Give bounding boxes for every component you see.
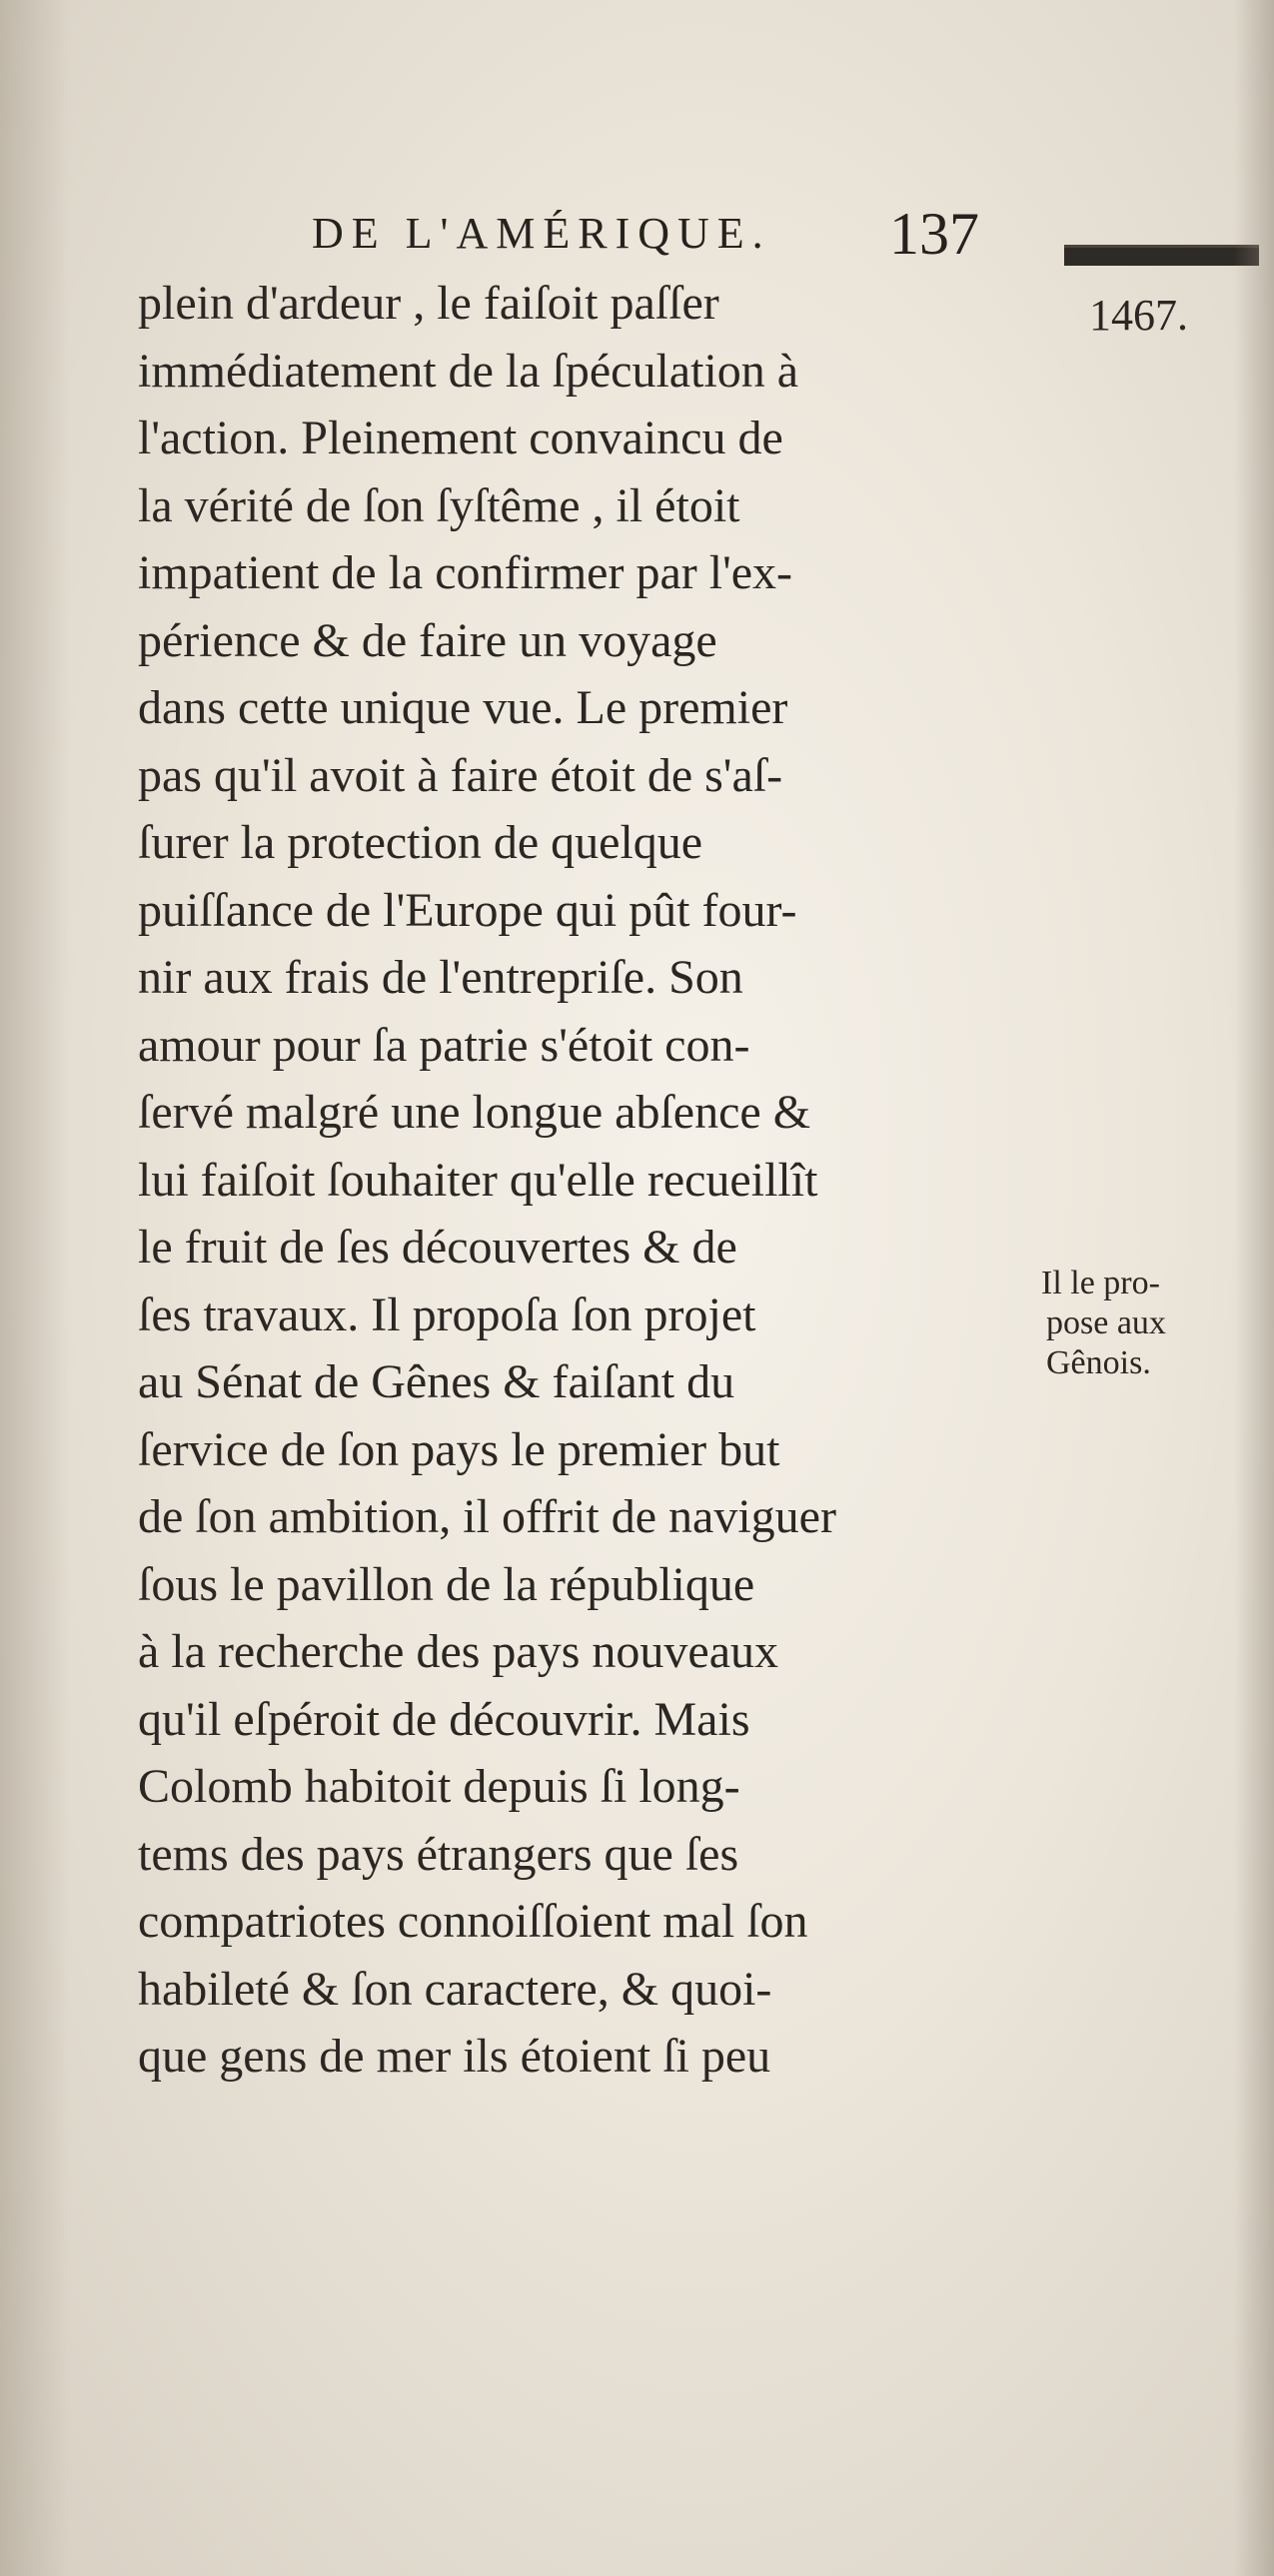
margin-note [1041, 1264, 1261, 1383]
body-text [138, 270, 1037, 2091]
text-line: de ſon ambition, il offrit de naviguer [138, 1490, 836, 1543]
text-line: l'action. Pleinement convaincu de [138, 412, 783, 464]
text-line: compatriotes connoiſſoient mal ſon [138, 1895, 808, 1948]
page-header [290, 200, 1049, 267]
text-line: qu'il eſpéroit de découvrir. Mais [138, 1692, 750, 1746]
text-line: dans cette unique vue. Le premier [138, 681, 788, 734]
text-line: impatient de la confirmer par l'ex- [138, 546, 793, 599]
text-line: plein d'ardeur , le faiſoit paſſer [138, 277, 719, 330]
text-line: nir aux frais de l'entrepriſe. Son [138, 951, 743, 1004]
text-line: lui faiſoit ſouhaiter qu'elle recueillît [138, 1153, 818, 1207]
text-line: puiſſance de l'Europe qui pût four- [138, 883, 797, 937]
running-head: DE L'AMÉRIQUE. [312, 209, 771, 258]
text-line: amour pour ſa patrie s'étoit con- [138, 1018, 750, 1072]
text-line: que gens de mer ils étoient ſi peu [138, 2030, 771, 2083]
text-line: périence & de faire un voyage [138, 613, 717, 667]
text-line: ſervé malgré une longue abſence & [138, 1086, 811, 1139]
text-line: ſes travaux. Il propoſa ſon projet [138, 1288, 756, 1341]
text-line: la vérité de ſon ſyſtême , il étoit [138, 478, 740, 532]
margin-note-line: Gênois. [1046, 1344, 1151, 1381]
margin-note-line: Il le pro- [1041, 1265, 1160, 1301]
text-line: pas qu'il avoit à faire étoit de s'aſ- [138, 748, 783, 802]
text-line: immédiatement de la ſpéculation à [138, 344, 799, 398]
text-line: ſervice de ſon pays le premier but [138, 1422, 780, 1476]
page-number: 137 [889, 201, 979, 267]
text-line: à la recherche des pays nouveaux [138, 1625, 779, 1678]
text-line: ſurer la protection de quelque [138, 816, 703, 869]
text-line: habileté & ſon caractere, & quoi- [138, 1962, 772, 2016]
header-rule [1064, 245, 1259, 266]
text-line: Colomb habitoit depuis ſi long- [138, 1760, 740, 1813]
margin-year: 1467. [1089, 291, 1188, 340]
margin-note-line: pose aux [1046, 1304, 1166, 1341]
text-line: au Sénat de Gênes & faiſant du [138, 1355, 735, 1408]
text-line: tems des pays étrangers que ſes [138, 1827, 739, 1881]
text-line: ſous le pavillon de la république [138, 1557, 755, 1611]
text-line: le fruit de ſes découvertes & de [138, 1221, 737, 1274]
